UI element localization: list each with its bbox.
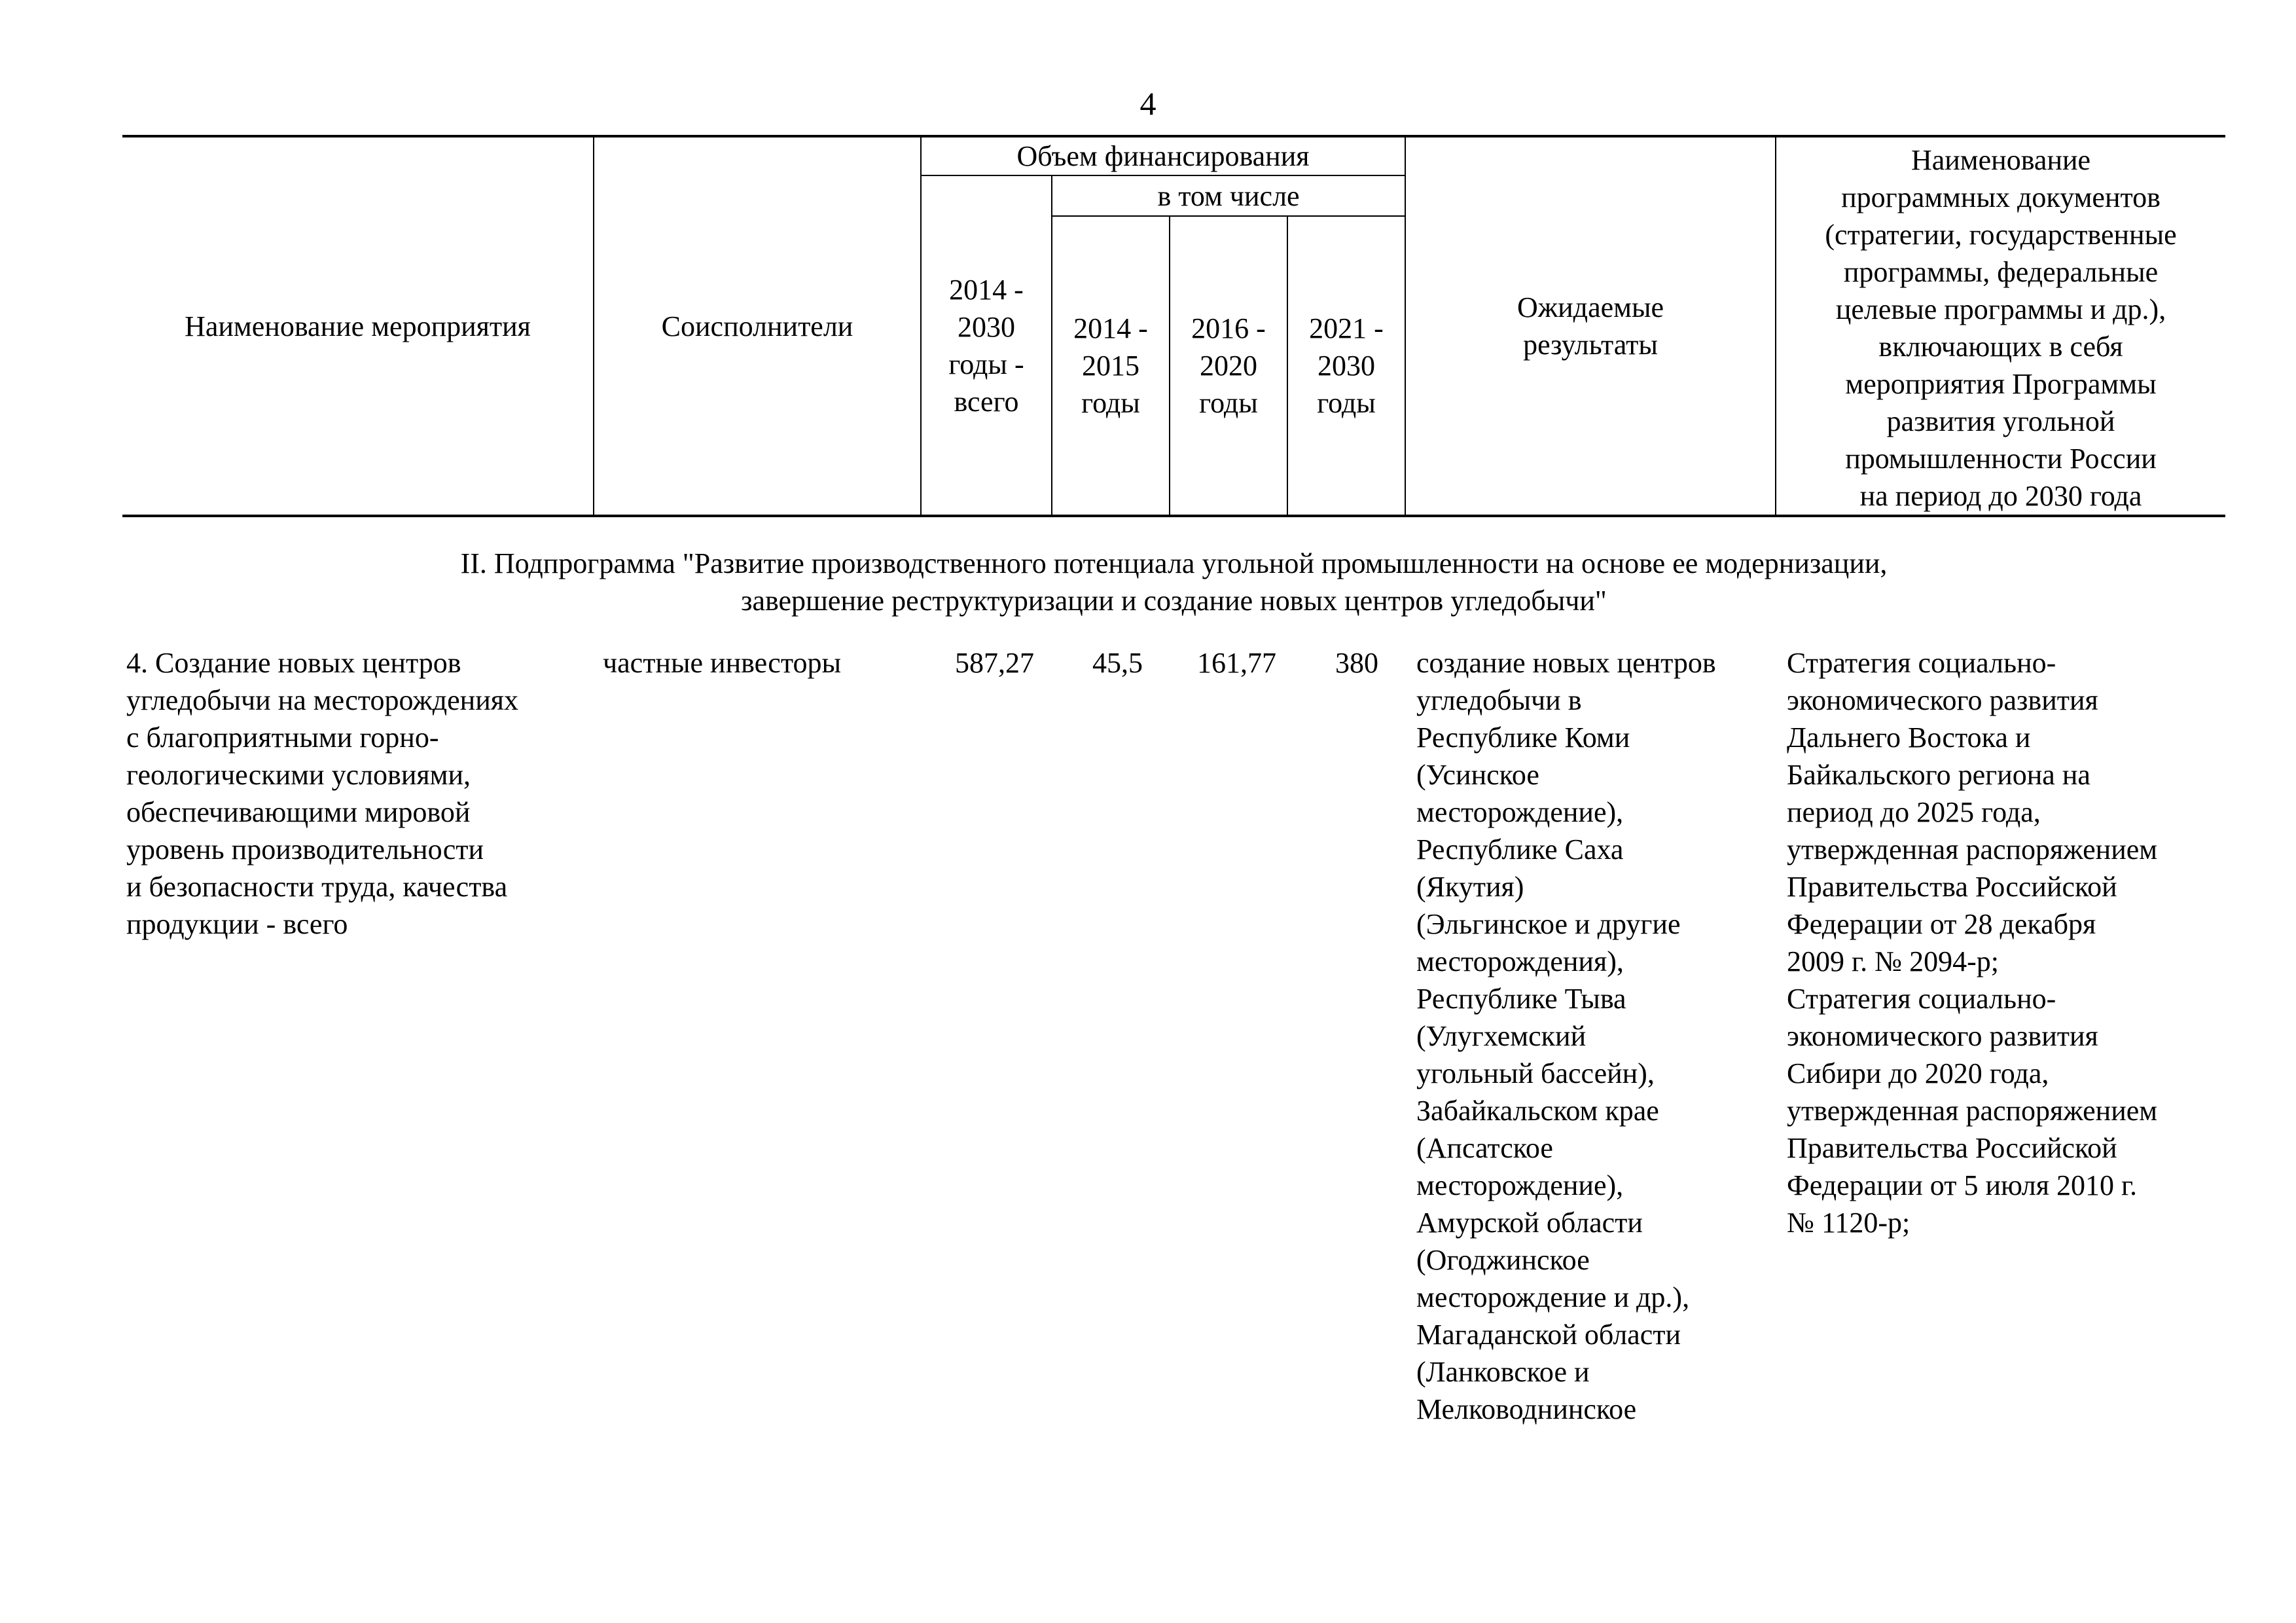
header-program-docs: Наименование программных документов (стратегии, государственные программы, федеральные целевые программы и др.), включающих в себя мероприятия Программы развития угольной промышленности России на период до 2030 года xyxy=(1776,136,2225,516)
row-2016-2020: 161,77 xyxy=(1197,647,1276,679)
row-co-executors: частные инвесторы xyxy=(603,647,842,679)
row-program-docs: Стратегия социально- экономического развития Дальнего Востока и Байкальского региона на период до 2025 года, утвержденная распоряжением Правительства Российской Федерации от 28 декабря 2009 г. № 2094-р; Стратегия социально- экономического развития Сибири до 2020 года, утвержденная распоряжением Правительства Российской Федерации от 5 июля 2010 г. № 1120-р; xyxy=(1787,647,2158,1239)
header-total-years: 2014 - 2030 годы - всего xyxy=(921,175,1052,516)
header-years-2014-2015: 2014 - 2015 годы xyxy=(1052,216,1170,516)
page-number: 4 xyxy=(1139,85,1157,122)
header-event-name: Наименование мероприятия xyxy=(122,136,594,516)
header-including: в том числе xyxy=(1052,175,1405,216)
header-financing: Объем финансирования xyxy=(921,136,1405,175)
header-years-2016-2020: 2016 - 2020 годы xyxy=(1170,216,1287,516)
row-total: 587,27 xyxy=(955,647,1034,679)
row-2021-2030: 380 xyxy=(1335,647,1378,679)
table-header xyxy=(122,135,2225,517)
section-title-line-2: завершение реструктуризации и создание новых центров угледобычи" xyxy=(741,585,1607,617)
row-event-name: 4. Создание новых центров угледобычи на месторождениях с благоприятными горно- геологическими условиями, обеспечивающими мировой уровень производительности и безопасности труда, качества продукции - всего xyxy=(126,647,519,940)
header-expected-results: Ожидаемые результаты xyxy=(1405,136,1776,516)
row-2014-2015: 45,5 xyxy=(1092,647,1143,679)
header-years-2021-2030: 2021 - 2030 годы xyxy=(1287,216,1405,516)
section-title xyxy=(122,545,2225,619)
section-title-line-1: II. Подпрограмма "Развитие производственного потенциала угольной промышленности на основе ее модернизации, xyxy=(460,547,1888,579)
header-co-executors: Соисполнители xyxy=(594,136,921,516)
row-expected-results: создание новых центров угледобычи в Республике Коми (Усинское месторождение), Республике Саха (Якутия) (Эльгинское и другие месторождения), Республике Тыва (Улугхемский угольный бассейн), Забайкальском крае (Апсатское месторождение), Амурской области (Огоджинское месторождение и др.), Магаданской области (Ланковское и Мелководнинское xyxy=(1416,647,1716,1425)
